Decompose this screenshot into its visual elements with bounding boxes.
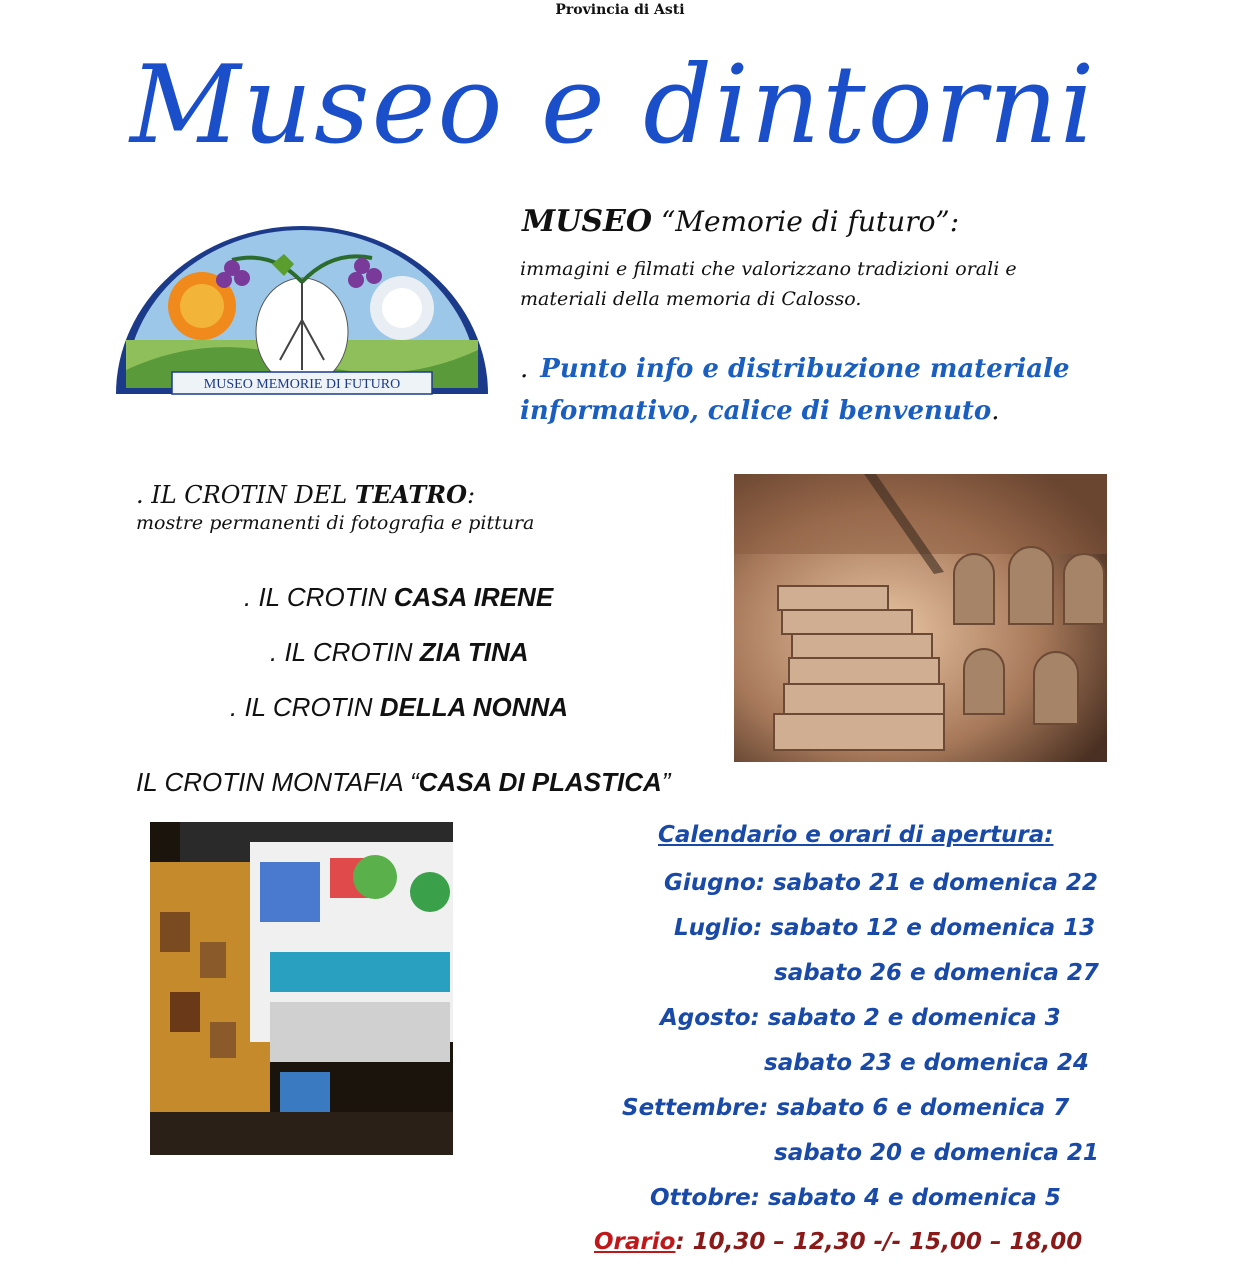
crotin-della-nonna — [230, 692, 568, 723]
museo-description — [520, 254, 1120, 314]
casa-di-plastica-photo — [150, 822, 453, 1155]
crotin-prefix: . IL CROTIN — [270, 637, 420, 667]
crotin-prefix: . IL CROTIN — [244, 582, 394, 612]
calendar-line: sabato 20 e domenica 21 — [774, 1140, 1099, 1166]
logo-text: MUSEO MEMORIE DI FUTURO — [203, 377, 401, 392]
cellar-stairs-photo — [734, 474, 1107, 762]
crotin-prefix: . IL CROTIN — [230, 692, 380, 722]
montafia-name: CASA DI PLASTICA — [418, 767, 662, 797]
crotin-casa-irene — [244, 582, 553, 613]
page-title: Museo e dintorni — [130, 43, 1097, 168]
crotin-name: ZIA TINA — [419, 637, 529, 667]
calendar-line: Luglio: sabato 12 e domenica 13 — [674, 915, 1096, 941]
museo-heading — [522, 204, 959, 239]
crotin-montafia — [136, 767, 670, 798]
teatro-prefix: . IL CROTIN DEL — [136, 481, 355, 509]
montafia-suffix: ” — [661, 767, 671, 797]
crotin-name: CASA IRENE — [393, 582, 554, 612]
museo-subtitle: “Memorie di futuro”: — [660, 205, 960, 238]
calendar-heading: Calendario e orari di apertura: — [658, 822, 1054, 848]
teatro-name: TEATRO — [354, 480, 468, 509]
teatro-subtitle: mostre permanenti di fotografia e pittura — [136, 512, 535, 534]
calendar-line: Settembre: sabato 6 e domenica 7 — [622, 1095, 1070, 1121]
museo-desc-line1: immagini e filmati che valorizzano tradizioni orali e — [520, 258, 1017, 280]
calendar-line: sabato 26 e domenica 27 — [774, 960, 1099, 986]
orario-value: : 10,30 – 12,30 -/- 15,00 – 18,00 — [675, 1229, 1083, 1255]
province-header: Provincia di Asti — [555, 2, 685, 18]
calendar-line: sabato 23 e domenica 24 — [764, 1050, 1089, 1076]
crotin-teatro — [136, 480, 475, 509]
museo-label: MUSEO — [522, 204, 653, 239]
calendar-line: Ottobre: sabato 4 e domenica 5 — [650, 1185, 1061, 1211]
opening-hours — [594, 1229, 1082, 1255]
museo-desc-line2: materiali della memoria di Calosso. — [520, 288, 862, 310]
info-line1: Punto info e distribuzione materiale — [540, 354, 1070, 384]
info-line2: informativo, calice di benvenuto — [520, 396, 992, 426]
montafia-prefix: IL CROTIN MONTAFIA “ — [136, 767, 419, 797]
info-point: . Punto info e distribuzione materiale informativo, calice di benvenuto. — [520, 354, 1070, 426]
museum-logo — [112, 220, 492, 400]
crotin-zia-tina — [270, 637, 529, 668]
calendar-line: Agosto: sabato 2 e domenica 3 — [660, 1005, 1061, 1031]
orario-label: Orario — [594, 1229, 676, 1255]
calendar-line: Giugno: sabato 21 e domenica 22 — [664, 870, 1098, 896]
teatro-suffix: : — [467, 481, 476, 509]
crotin-name: DELLA NONNA — [379, 692, 569, 722]
